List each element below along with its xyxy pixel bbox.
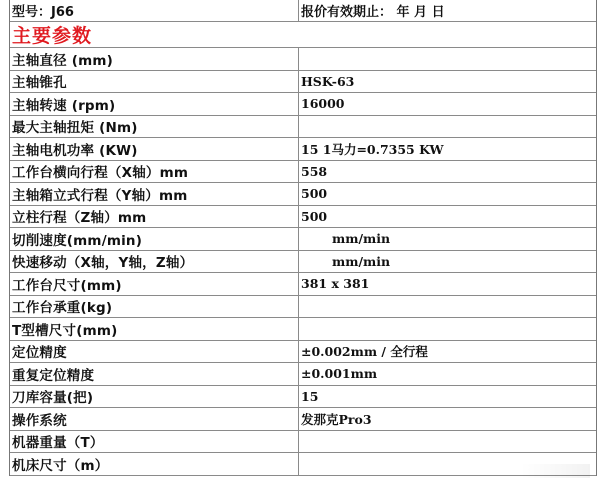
parameter-value: 500: [301, 186, 328, 202]
parameter-name-cell: [10, 408, 299, 430]
parameter-name: 操作系统: [12, 412, 67, 429]
parameter-name: 重复定位精度: [12, 367, 95, 384]
parameter-value-cell: [299, 116, 596, 138]
parameter-name-cell: [10, 296, 299, 318]
parameter-value: 15: [301, 388, 319, 404]
parameter-value: mm/min: [332, 253, 391, 269]
parameter-value-cell: [299, 431, 596, 453]
parameter-value-cell: [299, 71, 596, 93]
table-row: [10, 453, 596, 476]
quote-validity-label: 报价有效期止： 年 月 日: [301, 5, 445, 20]
parameter-name: 主轴电机功率 (KW): [12, 142, 138, 159]
parameter-name: 工作台横向行程（X轴）mm: [12, 165, 189, 182]
table-row: [10, 408, 596, 431]
parameter-name-cell: [10, 138, 299, 160]
table-row: [10, 138, 596, 161]
parameter-value-cell: [299, 93, 596, 115]
parameter-name: 刀库容量(把): [12, 390, 94, 407]
parameter-value-cell: [299, 206, 596, 228]
parameter-name: 工作台承重(kg): [12, 300, 113, 317]
parameter-name-cell: [10, 206, 299, 228]
parameter-name: 主轴锥孔: [12, 75, 67, 92]
section-title-row: [10, 22, 596, 48]
parameter-value-cell: [299, 48, 596, 70]
parameter-value-cell: [299, 183, 596, 205]
parameter-value-cell: [299, 386, 596, 408]
parameter-name-cell: [10, 386, 299, 408]
parameter-value-cell: [299, 161, 596, 183]
parameter-name: 机床尺寸（m）: [12, 457, 109, 474]
parameter-name: 主轴直径 (mm): [12, 52, 113, 69]
parameter-name-cell: [10, 161, 299, 183]
parameter-name-cell: [10, 318, 299, 340]
parameter-name-cell: [10, 93, 299, 115]
parameter-value: 15 1马力=0.7355 KW: [301, 141, 444, 157]
parameter-name-cell: [10, 116, 299, 138]
table-row: [10, 273, 596, 296]
parameter-value: ±0.002mm / 全行程: [301, 344, 428, 360]
parameter-value-cell: [299, 296, 596, 318]
table-row: [10, 161, 596, 184]
parameter-value: 16000: [301, 96, 345, 112]
model-label: 型号：J66: [12, 5, 74, 20]
parameter-value-cell: [299, 138, 596, 160]
parameter-name-cell: [10, 453, 299, 475]
table-row: [10, 93, 596, 116]
parameter-value: 381 x 381: [301, 276, 370, 292]
table-row: [10, 183, 596, 206]
parameter-value: ±0.001mm: [301, 366, 378, 382]
parameter-sheet: [9, 0, 597, 476]
parameter-value-cell: [299, 318, 596, 340]
parameter-value-cell: [299, 408, 596, 430]
watermark: [520, 464, 590, 478]
parameter-value: 发那克Pro3: [301, 411, 372, 427]
parameter-name: 立柱行程（Z轴）mm: [12, 210, 147, 227]
table-row: [10, 386, 596, 409]
parameter-name: 主轴转速 (rpm): [12, 97, 116, 114]
table-row: [10, 206, 596, 229]
parameter-value-cell: [299, 273, 596, 295]
parameter-name-cell: [10, 251, 299, 273]
table-row: [10, 431, 596, 454]
parameter-name: 工作台尺寸(mm): [12, 277, 122, 294]
table-row: [10, 363, 596, 386]
table-row: [10, 318, 596, 341]
section-title: 主要参数: [12, 25, 93, 47]
table-row: [10, 228, 596, 251]
parameter-name-cell: [10, 363, 299, 385]
parameter-name-cell: [10, 341, 299, 363]
parameter-name-cell: [10, 71, 299, 93]
parameter-name: 快速移动（X轴，Y轴，Z轴）: [12, 255, 194, 272]
parameter-name: 最大主轴扭矩 (Nm): [12, 120, 138, 137]
parameter-table: [10, 48, 596, 476]
header-row: [10, 0, 596, 22]
parameter-name: 定位精度: [12, 345, 67, 362]
parameter-name-cell: [10, 273, 299, 295]
parameter-value: HSK-63: [301, 73, 355, 89]
table-row: [10, 296, 596, 319]
table-row: [10, 48, 596, 71]
table-row: [10, 251, 596, 274]
parameter-value: 500: [301, 208, 328, 224]
quote-validity-cell: [299, 0, 596, 21]
parameter-name: 主轴箱立式行程（Y轴）mm: [12, 187, 188, 204]
parameter-value-cell: [299, 341, 596, 363]
table-row: [10, 341, 596, 364]
parameter-name: T型槽尺寸(mm): [12, 322, 118, 339]
parameter-name: 切削速度(mm/min): [12, 232, 143, 249]
parameter-name-cell: [10, 183, 299, 205]
parameter-name-cell: [10, 431, 299, 453]
parameter-value: 558: [301, 163, 328, 179]
model-cell: [10, 0, 299, 21]
parameter-name-cell: [10, 48, 299, 70]
parameter-name-cell: [10, 228, 299, 250]
parameter-name: 机器重量（T）: [12, 435, 104, 452]
parameter-value-cell: [299, 251, 596, 273]
parameter-value-cell: [299, 363, 596, 385]
parameter-value: mm/min: [332, 231, 391, 247]
table-row: [10, 116, 596, 139]
table-row: [10, 71, 596, 94]
parameter-value-cell: [299, 228, 596, 250]
